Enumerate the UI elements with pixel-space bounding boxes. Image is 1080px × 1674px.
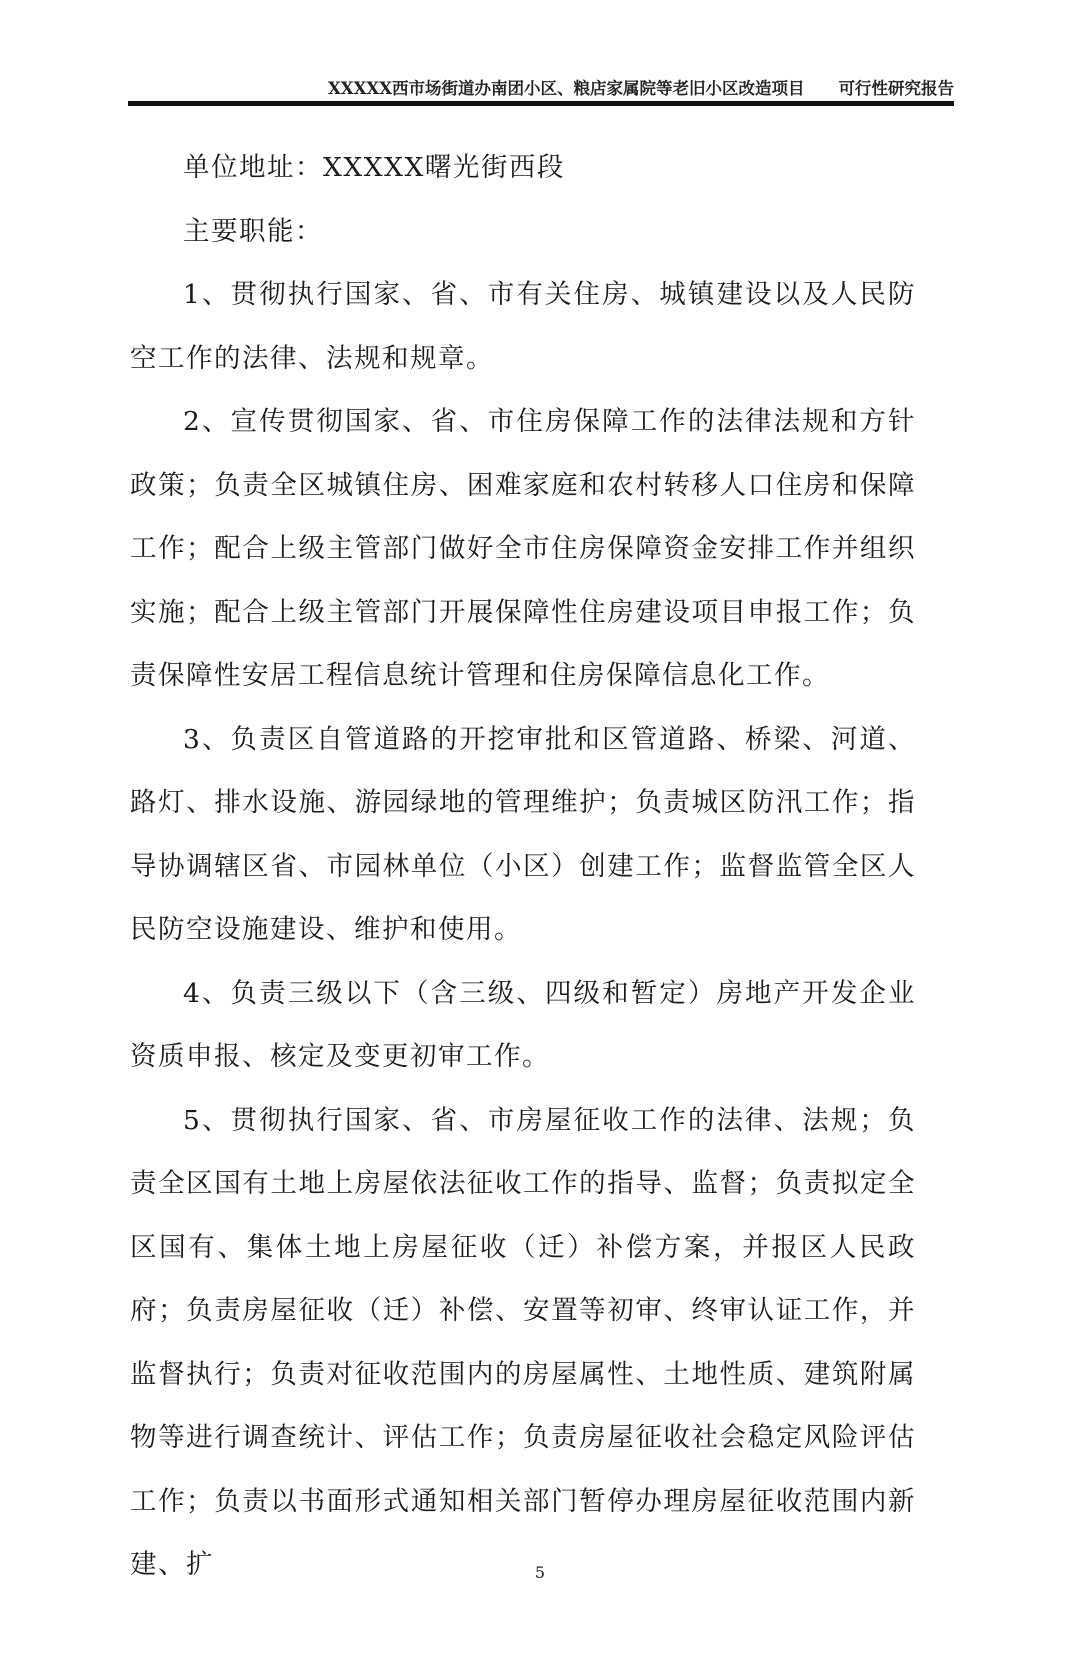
header-project-title: XXXXX西市场街道办南团小区、粮店家属院等老旧小区改造项目 <box>327 79 805 98</box>
document-body <box>130 136 916 1597</box>
paragraph-item-3: 3、负责区自管道路的开挖审批和区管道路、桥梁、河道、路灯、排水设施、游园绿地的管理维护；负责城区防汛工作；指导协调辖区省、市园林单位（小区）创建工作；监督监管全区人民防空设施建设、维护和使用。 <box>130 723 916 945</box>
paragraph-address: 单位地址：XXXXX曙光街西段 <box>183 152 565 183</box>
header-divider <box>128 101 954 106</box>
paragraph-item-4: 4、负责三级以下（含三级、四级和暂定）房地产开发企业资质申报、核定及变更初审工作。 <box>130 977 916 1072</box>
paragraph-item-2: 2、宣传贯彻国家、省、市住房保障工作的法律法规和方针政策；负责全区城镇住房、困难家庭和农村转移人口住房和保障工作；配合上级主管部门做好全市住房保障资金安排工作并组织实施；配合上级主管部门开展保障性住房建设项目申报工作；负责保障性安居工程信息统计管理和住房保障信息化工作。 <box>130 406 916 691</box>
page-number: 5 <box>534 1563 546 1582</box>
paragraph-functions-heading: 主要职能： <box>183 215 323 247</box>
page-header <box>128 72 954 102</box>
paragraph-item-1: 1、贯彻执行国家、省、市有关住房、城镇建设以及人民防空工作的法律、法规和规章。 <box>130 279 916 374</box>
paragraph-item-5: 5、贯彻执行国家、省、市房屋征收工作的法律、法规；负责全区国有土地上房屋依法征收工作的指导、监督；负责拟定全区国有、集体土地上房屋征收（迁）补偿方案，并报区人民政府；负责房屋征收（迁）补偿、安置等初审、终审认证工作，并监督执行；负责对征收范围内的房屋属性、土地性质、建筑附属物等进行调查统计、评估工作；负责房屋征收社会稳定风险评估工作；负责以书面形式通知相关部门暂停办理房屋征收范围内新建、扩 <box>130 1104 916 1580</box>
header-report-type: 可行性研究报告 <box>838 79 954 98</box>
